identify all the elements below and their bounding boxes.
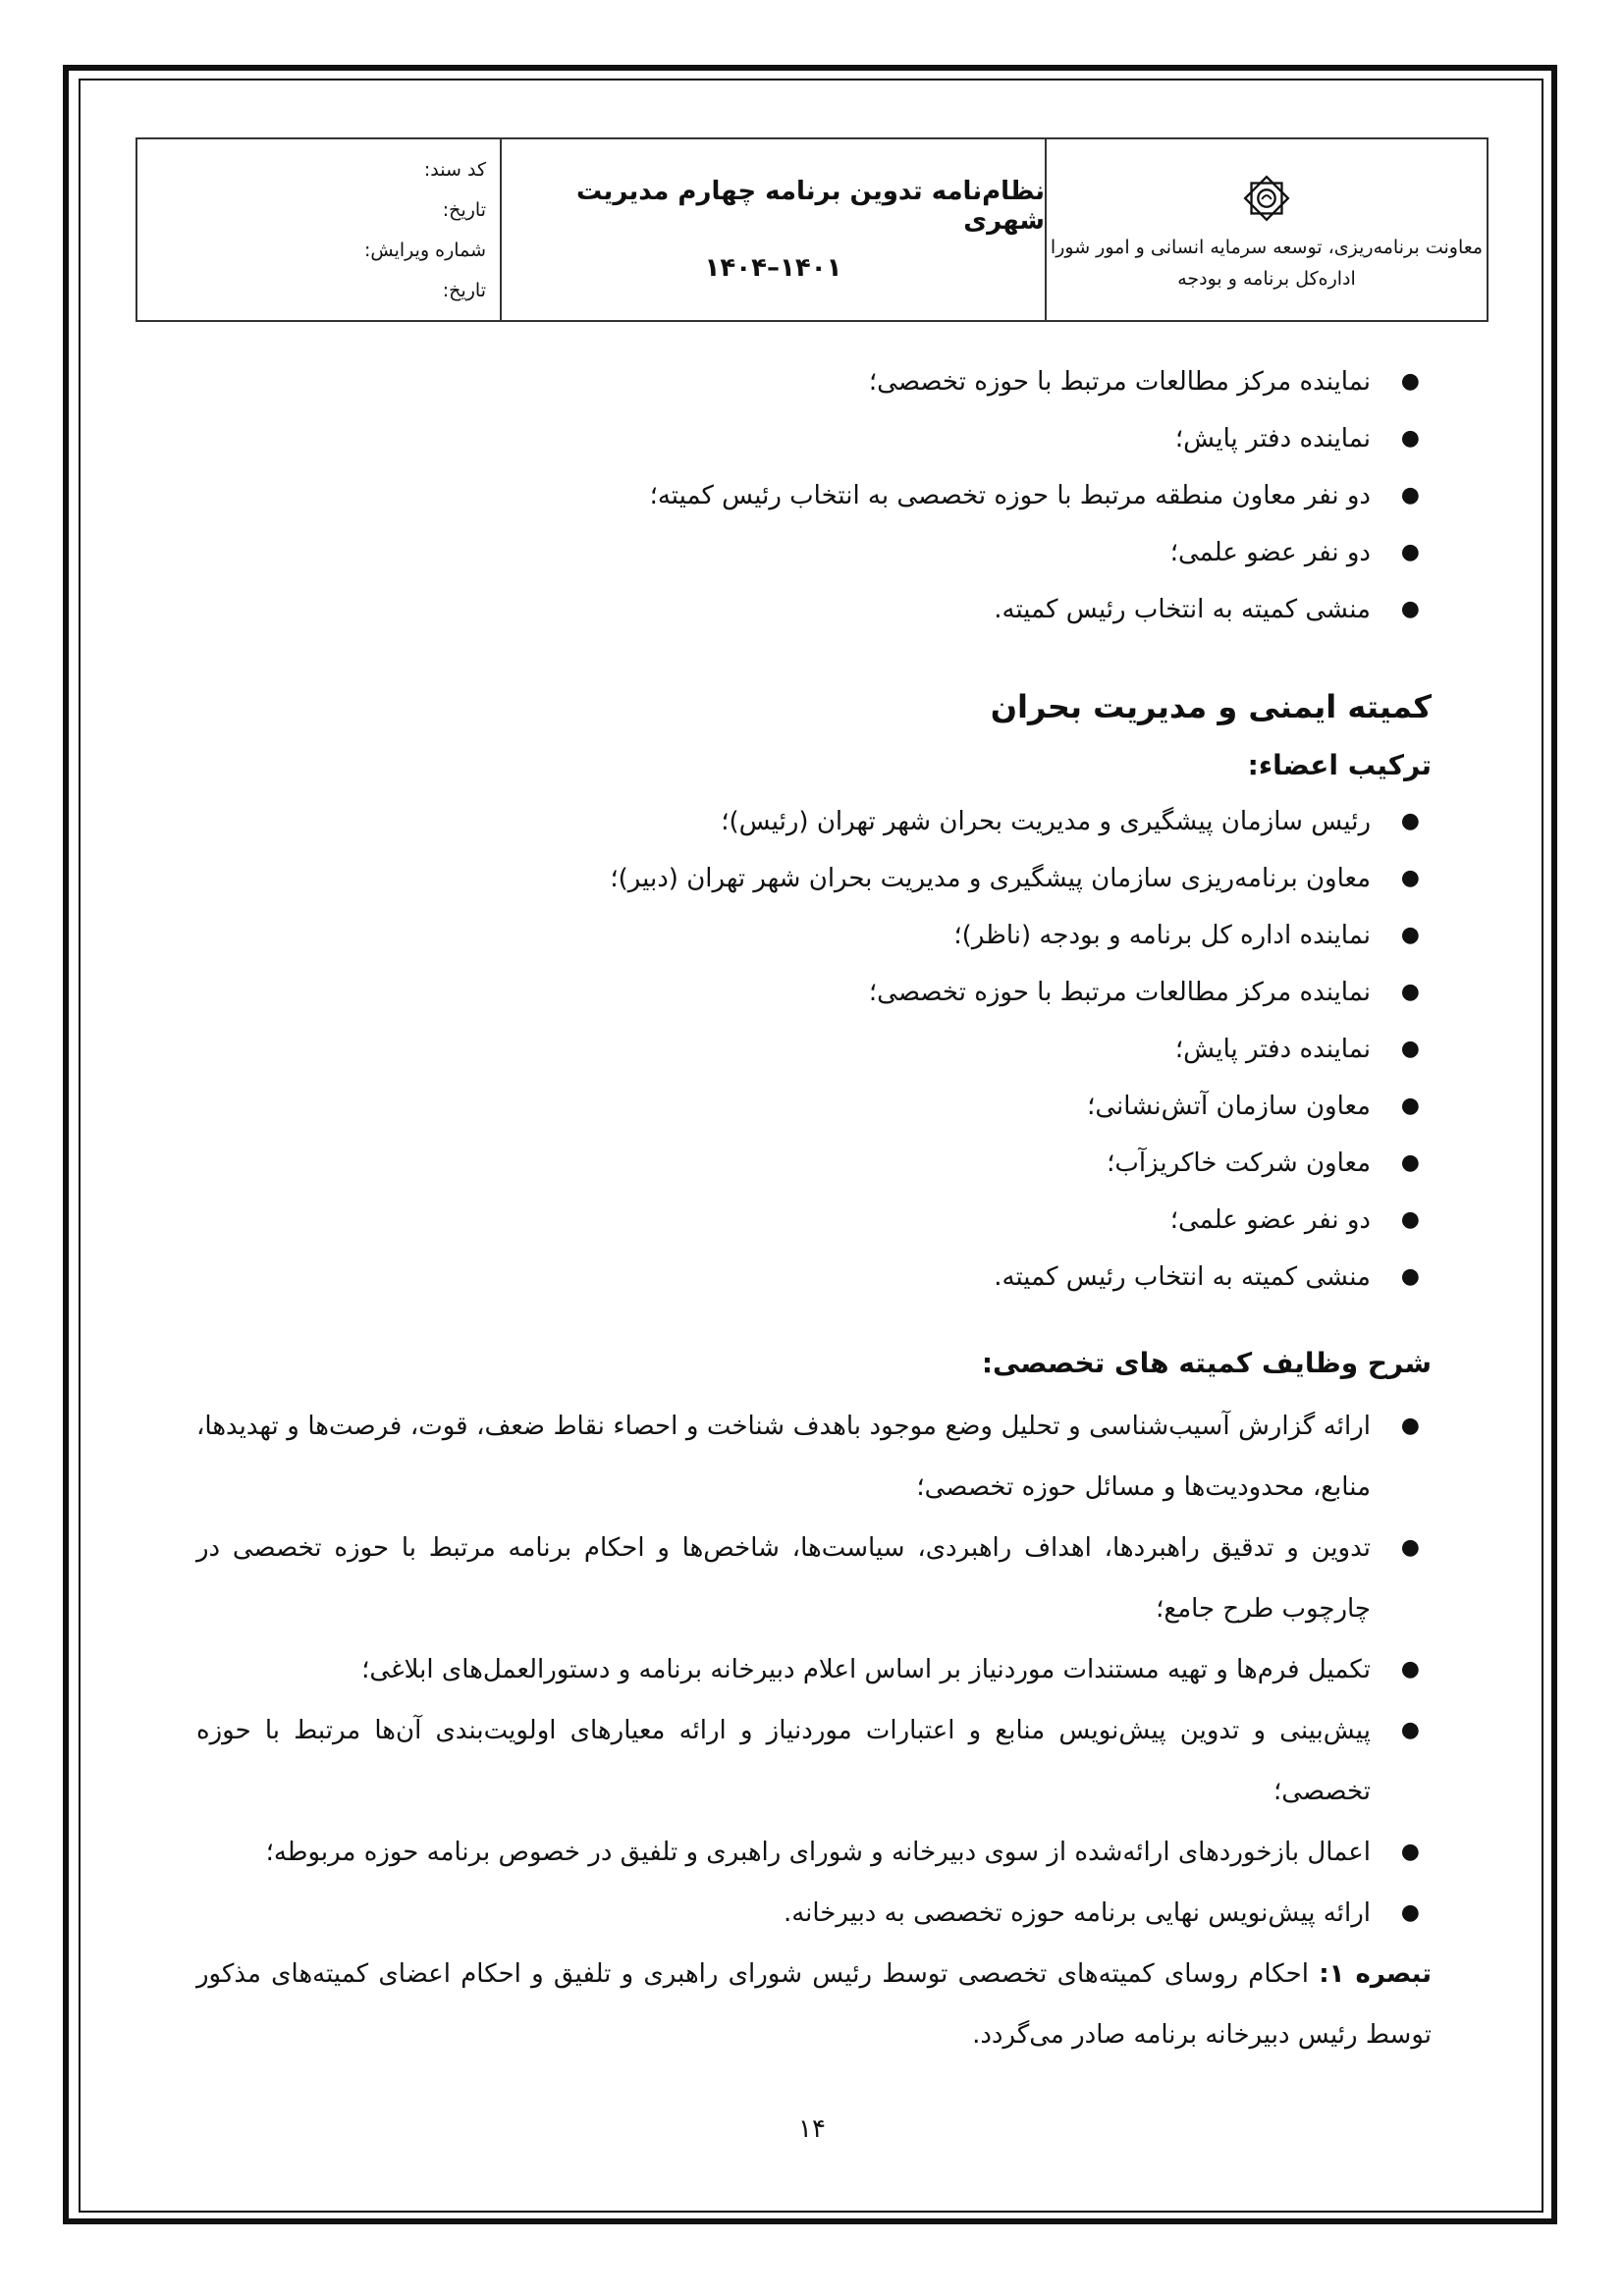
safety-committee-members-list bbox=[196, 793, 1432, 1306]
safety-committee-title: کمیته ایمنی و مدیریت بحران bbox=[990, 688, 1432, 725]
bullet-icon: ● bbox=[1400, 1264, 1420, 1289]
bullet-icon: ● bbox=[1400, 1207, 1420, 1232]
list-item: ● دو نفر معاون منطقه مرتبط با حوزه تخصصی به انتخاب رئیس کمیته؛ bbox=[196, 467, 1432, 524]
document-body bbox=[196, 353, 1432, 2065]
bullet-icon: ● bbox=[1400, 1094, 1420, 1118]
list-item: ● ارائه پیش‌نویس نهایی برنامه حوزه تخصصی به دبیرخانه. bbox=[196, 1883, 1432, 1944]
list-item: ● رئیس سازمان پیشگیری و مدیریت بحران شهر تهران (رئیس)؛ bbox=[196, 793, 1432, 850]
list-item: ● دو نفر عضو علمی؛ bbox=[196, 1192, 1432, 1249]
note-text: احکام روسای کمیته‌های تخصصی توسط رئیس شورای راهبری و تلفیق و احکام اعضای کمیته‌های مذکور توسط رئیس دبیرخانه برنامه صادر می‌گردد. bbox=[196, 1959, 1432, 2050]
meta-revision-date: تاریخ: bbox=[442, 279, 486, 301]
tehran-municipality-logo-icon bbox=[1238, 170, 1295, 227]
bullet-icon: ● bbox=[1400, 540, 1420, 564]
meta-revision: شماره ویرایش: bbox=[363, 239, 486, 261]
bullet-icon: ● bbox=[1400, 1900, 1420, 1925]
list-item: ● معاون سازمان آتش‌نشانی؛ bbox=[196, 1078, 1432, 1135]
duties-list bbox=[196, 1396, 1432, 1944]
page-number: ۱۴ bbox=[798, 2114, 826, 2144]
header-org-line2: اداره‌کل برنامه و بودجه bbox=[1177, 268, 1356, 290]
list-item: ● منشی کمیته به انتخاب رئیس کمیته. bbox=[196, 1249, 1432, 1306]
bullet-icon: ● bbox=[1400, 597, 1420, 621]
bullet-icon: ● bbox=[1400, 1657, 1420, 1682]
list-item: ● معاون شرکت خاکریزآب؛ bbox=[196, 1135, 1432, 1192]
list-item: ● دو نفر عضو علمی؛ bbox=[196, 524, 1432, 581]
document-title: نظام‌نامه تدوین برنامه چهارم مدیریت شهری bbox=[576, 177, 1045, 236]
duties-title: شرح وظایف کمیته های تخصصی: bbox=[981, 1347, 1432, 1379]
list-item: ● نماینده دفتر پایش؛ bbox=[196, 410, 1432, 467]
document-header bbox=[135, 137, 1489, 322]
header-title-cell bbox=[500, 139, 1045, 320]
bullet-icon: ● bbox=[1400, 1840, 1420, 1864]
header-organization-cell bbox=[1045, 139, 1487, 320]
members-title: ترکیب اعضاء: bbox=[1247, 749, 1432, 781]
meta-doc-code: کد سند: bbox=[423, 158, 486, 181]
list-item: ● تدوین و تدقیق راهبردها، اهداف راهبردی، سیاست‌ها، شاخص‌ها و احکام برنامه مرتبط با حوزه تخصصی در چارچوب طرح جامع؛ bbox=[196, 1518, 1432, 1639]
meta-date: تاریخ: bbox=[442, 198, 486, 221]
bullet-icon: ● bbox=[1400, 1150, 1420, 1175]
list-item: ● معاون برنامه‌ریزی سازمان پیشگیری و مدیریت بحران شهر تهران (دبیر)؛ bbox=[196, 850, 1432, 907]
note-paragraph bbox=[196, 1944, 1432, 2065]
list-item: ● نماینده مرکز مطالعات مرتبط با حوزه تخصصی؛ bbox=[196, 964, 1432, 1021]
list-item: ● نماینده اداره کل برنامه و بودجه (ناظر)؛ bbox=[196, 907, 1432, 964]
bullet-icon: ● bbox=[1400, 980, 1420, 1004]
bullet-icon: ● bbox=[1400, 866, 1420, 890]
header-meta-cell bbox=[137, 139, 500, 320]
bullet-icon: ● bbox=[1400, 1535, 1420, 1560]
list-item: ● نماینده مرکز مطالعات مرتبط با حوزه تخصصی؛ bbox=[196, 353, 1432, 410]
header-org-line1: معاونت برنامه‌ریزی، توسعه سرمایه انسانی و امور شورا bbox=[1050, 237, 1484, 258]
bullet-icon: ● bbox=[1400, 809, 1420, 833]
document-years: ۱۴۰۱–۱۴۰۴ bbox=[704, 253, 842, 283]
bullet-icon: ● bbox=[1400, 426, 1420, 451]
list-item: ● پیش‌بینی و تدوین پیش‌نویس منابع و اعتبارات موردنیاز و ارائه معیارهای اولویت‌بندی آن‌ها مرتبط با حوزه تخصصی؛ bbox=[196, 1700, 1432, 1822]
bullet-icon: ● bbox=[1400, 923, 1420, 947]
bullet-icon: ● bbox=[1400, 1037, 1420, 1061]
previous-committee-list bbox=[196, 353, 1432, 638]
bullet-icon: ● bbox=[1400, 1414, 1420, 1438]
list-item: ● منشی کمیته به انتخاب رئیس کمیته. bbox=[196, 581, 1432, 638]
list-item: ● نماینده دفتر پایش؛ bbox=[196, 1021, 1432, 1078]
note-label: تبصره ۱: bbox=[1319, 1959, 1432, 1989]
list-item: ● تکمیل فرم‌ها و تهیه مستندات موردنیاز بر اساس اعلام دبیرخانه برنامه و دستورالعمل‌های ابلاغی؛ bbox=[196, 1639, 1432, 1700]
list-item: ● اعمال بازخوردهای ارائه‌شده از سوی دبیرخانه و شورای راهبری و تلفیق در خصوص برنامه حوزه مربوطه؛ bbox=[196, 1822, 1432, 1883]
bullet-icon: ● bbox=[1400, 483, 1420, 507]
bullet-icon: ● bbox=[1400, 1718, 1420, 1742]
bullet-icon: ● bbox=[1400, 369, 1420, 394]
list-item: ● ارائه گزارش آسیب‌شناسی و تحلیل وضع موجود باهدف شناخت و احصاء نقاط ضعف، قوت، فرصت‌ها و تهدیدها، منابع، محدودیت‌ها و مسائل حوزه تخصصی؛ bbox=[196, 1396, 1432, 1518]
